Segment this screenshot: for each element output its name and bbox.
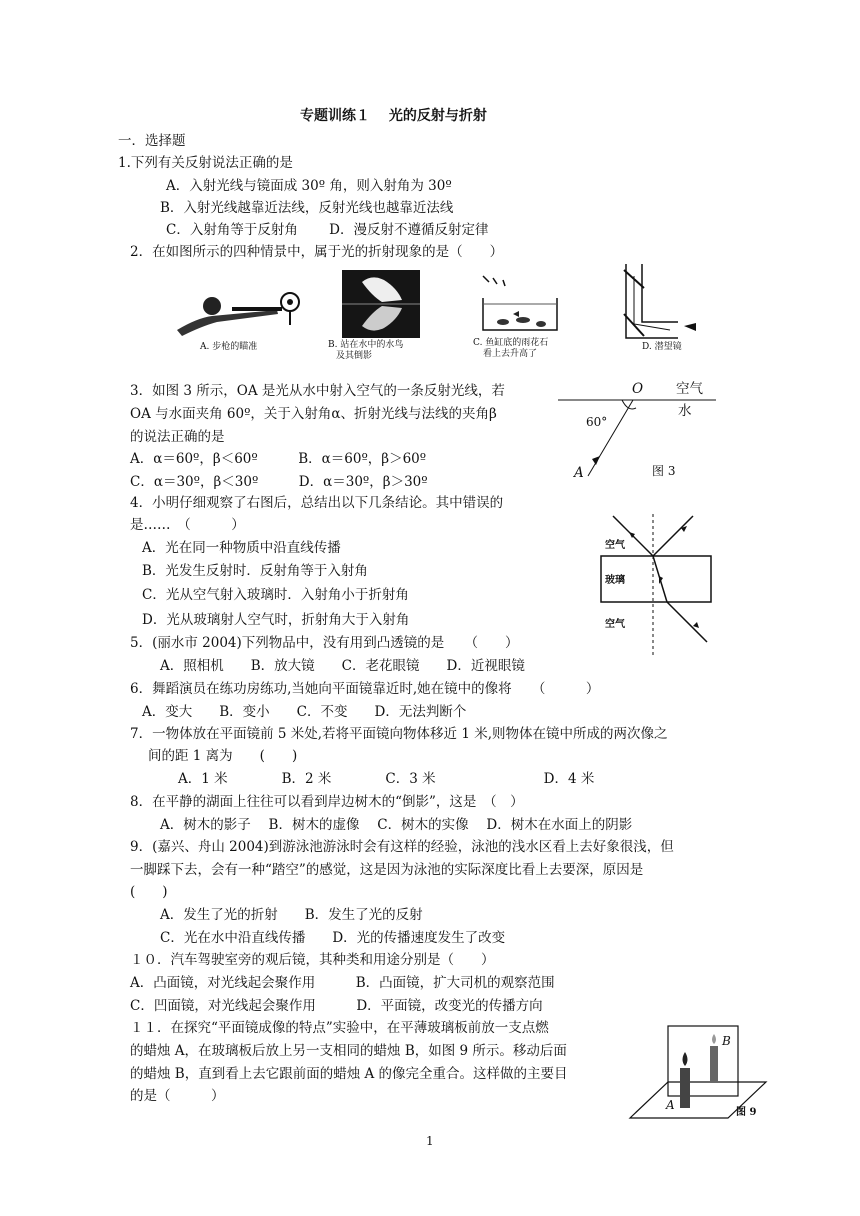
q2-figure-a xyxy=(172,280,312,360)
q5-options: A．照相机 B．放大镜 C．老花眼镜 D．近视眼镜 xyxy=(160,658,525,674)
q1-option-b: B．入射光线越靠近法线，反射光线也越靠近法线 xyxy=(160,200,454,216)
figure-3-label-air: 空气 xyxy=(676,381,703,397)
q2-caption-b2: 及其倒影 xyxy=(336,351,373,361)
figure-3-label-angle: 60° xyxy=(586,415,608,429)
q4-option-a: A．光在同一种物质中沿直线传播 xyxy=(142,540,341,556)
q3-options-cd: C．α＝30º，β＜30º D．α＝30º，β＞30º xyxy=(130,474,428,490)
q1-option-cd: C．入射角等于反射角 D．漫反射不遵循反射定律 xyxy=(166,222,489,238)
question-1: 1.下列有关反射说法正确的是 xyxy=(118,155,293,171)
page-number: 1 xyxy=(426,1134,434,1148)
figure-3-label-a: A xyxy=(574,465,584,481)
q1-option-a: A．入射光线与镜面成 30º 角，则入射角为 30º xyxy=(166,178,452,194)
q9-options-ab: A．发生了光的折射 B．发生了光的反射 xyxy=(160,907,423,923)
q2-caption-c2: 看上去升高了 xyxy=(483,349,538,359)
page-title: 专题训练１ 光的反射与折射 xyxy=(300,108,487,124)
figure-4 xyxy=(575,512,725,660)
question-8: 8．在平静的湖面上往往可以看到岸边树木的“倒影”，这是 （ ） xyxy=(130,794,524,810)
q6-options: A．变大 B．变小 C．不变 D．无法判断个 xyxy=(142,704,467,720)
figure-4-label-glass: 玻璃 xyxy=(605,575,625,586)
water-bird-drawing xyxy=(342,270,420,338)
q10-options-ab: A．凸面镜，对光线起会聚作用 B．凸面镜，扩大司机的观察范围 xyxy=(130,975,555,991)
figure-3-label-o: O xyxy=(632,381,644,397)
q8-options: A．树木的影子 B．树木的虚像 C．树木的实像 D．树木在水面上的阴影 xyxy=(160,817,633,833)
q2-caption-a: A. 步枪的瞄准 xyxy=(200,342,258,352)
q7-options: A．1 米 B．2 米 C．3 米 D．4 米 xyxy=(178,771,595,787)
q10-options-cd: C．凹面镜，对光线起会聚作用 D．平面镜，改变光的传播方向 xyxy=(130,998,543,1014)
figure-3 xyxy=(556,378,736,488)
figure-9-label-a: A xyxy=(666,1098,675,1112)
q2-caption-c1: C. 鱼缸底的雨花石 xyxy=(473,338,549,348)
q3-options-ab: A．α＝60º，β＜60º B．α＝60º，β＞60º xyxy=(130,451,427,467)
figure-9-label-b: B xyxy=(722,1034,731,1048)
figure-4-diagram xyxy=(575,512,725,660)
q2-caption-b1: B. 站在水中的水鸟 xyxy=(328,340,404,350)
figure-9 xyxy=(628,1020,768,1125)
fish-tank-drawing xyxy=(473,272,563,334)
question-7-line-2: 间的距 1 离为 ( ) xyxy=(148,748,298,764)
question-7-line-1: 7．一物体放在平面镜前 5 米处,若将平面镜向物体移近 1 米,则物体在镜中所成的两次像之 xyxy=(130,726,668,742)
question-11-line-1: １１．在探究“平面镜成像的特点”实验中，在平薄玻璃板前放一支点燃 xyxy=(130,1020,549,1036)
question-11-line-3: 的蜡烛 B，直到看上去它跟前面的蜡烛 A 的像完全重合。这样做的主要目 xyxy=(130,1066,568,1082)
question-9-line-1: 9．(嘉兴、舟山 2004)到游泳池游泳时会有这样的经验，泳池的浅水区看上去好象很浅，但 xyxy=(130,839,674,855)
q4-option-c: C．光从空气射入玻璃时．入射角小于折射角 xyxy=(142,587,409,603)
figure-3-caption: 图 3 xyxy=(652,464,676,478)
question-3-line-1: 3．如图 3 所示，OA 是光从水中射入空气的一条反射光线，若 xyxy=(130,383,505,399)
section-heading: 一．选择题 xyxy=(118,133,186,149)
q9-options-cd: C．光在水中沿直线传播 D．光的传播速度发生了改变 xyxy=(160,930,506,946)
question-5: 5．(丽水市 2004)下列物品中，没有用到凸透镜的是 （ ） xyxy=(130,635,519,651)
question-4-line-1: 4．小明仔细观察了右图后，总结出以下几条结论。其中错误的 xyxy=(130,495,504,511)
figure-4-label-air-bottom: 空气 xyxy=(605,619,625,630)
question-9-line-3: ( ) xyxy=(130,884,168,900)
question-6: 6．舞蹈演员在练功房练功,当她向平面镜靠近时,她在镜中的像将 （ ） xyxy=(130,681,600,697)
q4-option-b: B．光发生反射时．反射角等于入射角 xyxy=(142,563,368,579)
q2-figure-c xyxy=(465,272,575,367)
question-2: 2．在如图所示的四种情景中，属于光的折射现象的是（ ） xyxy=(130,244,504,260)
question-3-line-3: 的说法正确的是 xyxy=(130,429,225,445)
q2-figure-d xyxy=(622,262,712,354)
question-11-line-4: 的是（ ） xyxy=(130,1088,225,1104)
figure-3-label-water: 水 xyxy=(678,403,692,419)
figure-9-caption: 图 9 xyxy=(736,1107,757,1118)
q2-caption-d: D. 潜望镜 xyxy=(642,342,682,352)
rifle-aiming-drawing xyxy=(172,280,312,340)
q2-figure-b xyxy=(322,270,422,365)
question-11-line-2: 的蜡烛 A，在玻璃板后放上另一支相同的蜡烛 B，如图 9 所示。移动后面 xyxy=(130,1043,567,1059)
question-4-line-2: 是…… （ ） xyxy=(130,517,245,533)
question-3-line-2: OA 与水面夹角 60º，关于入射角α、折射光线与法线的夹角β xyxy=(130,406,497,422)
q4-option-d: D．光从玻璃射人空气时，折射角大于入射角 xyxy=(142,612,410,628)
question-10: １０．汽车驾驶室旁的观后镜，其种类和用途分别是（ ） xyxy=(130,952,495,968)
question-9-line-2: 一脚踩下去，会有一种“踏空”的感觉，这是因为泳池的实际深度比看上去要深，原因是 xyxy=(130,862,644,878)
periscope-drawing xyxy=(622,262,712,340)
figure-4-label-air-top: 空气 xyxy=(605,540,625,551)
